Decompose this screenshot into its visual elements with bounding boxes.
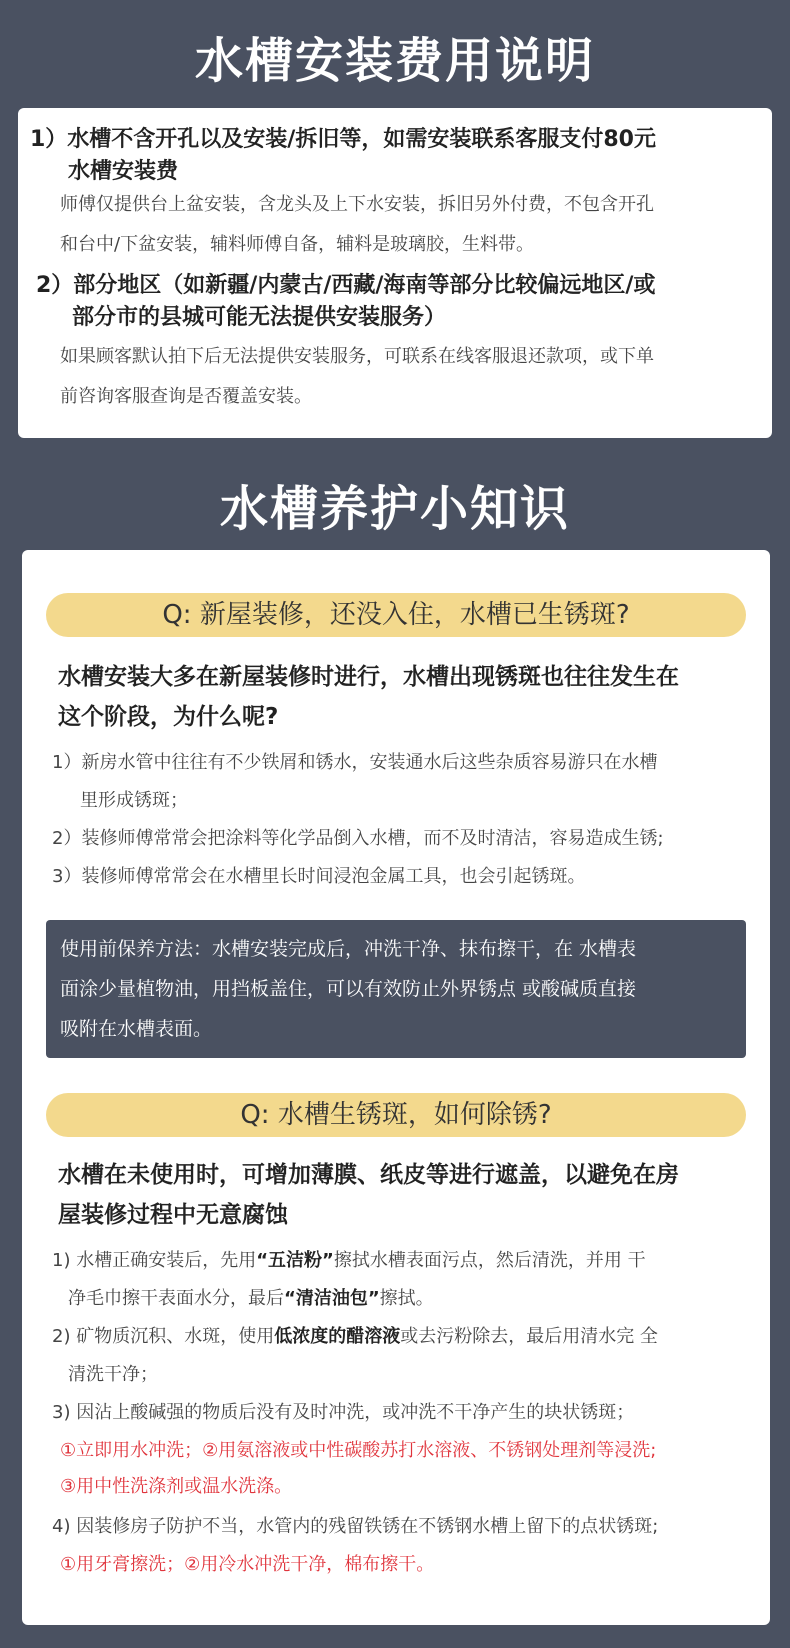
qa2-intro-line1: 水槽在未使用时，可增加薄膜、纸皮等进行遮盖，以避免在房 bbox=[58, 1162, 679, 1188]
installation-fee-title: 水槽安装费用说明 bbox=[194, 33, 595, 89]
qa1-intro-line2: 这个阶段，为什么呢? bbox=[58, 704, 279, 730]
question-rust-new-house: Q: 新屋装修，还没入住，水槽已生锈斑? bbox=[46, 593, 746, 637]
method4-fix: ①用牙膏擦洗；②用冷水冲洗干净，棉布擦干。 bbox=[60, 1554, 435, 1575]
qa1-reason1-line1: 1）新房水管中往往有不少铁屑和锈水，安装通水后这些杂质容易游只在水槽 bbox=[52, 752, 658, 773]
method2-line1 bbox=[52, 1322, 658, 1348]
tip-line2: 面涂少量植物油，用挡板盖住，可以有效防止外界锈点 或酸碱质直接 bbox=[60, 978, 637, 1000]
qa1-reason3: 3）装修师傅常常会在水槽里长时间浸泡金属工具，也会引起锈斑。 bbox=[52, 866, 586, 887]
qa1-reason2: 2）装修师傅常常会把涂料等化学品倒入水槽，而不及时清洁，容易造成生锈; bbox=[52, 828, 664, 849]
method3-fix-line2: ③用中性洗涤剂或温水洗涤。 bbox=[60, 1476, 293, 1497]
method1-product-wujiefen: “五洁粉” bbox=[256, 1250, 334, 1271]
item1-heading-line2: 水槽安装费 bbox=[68, 159, 179, 184]
question-how-to-remove-rust: Q: 水槽生锈斑，如何除锈? bbox=[46, 1093, 746, 1137]
method3: 3) 因沾上酸碱强的物质后没有及时冲洗，或冲洗不干净产生的块状锈斑； bbox=[52, 1402, 635, 1423]
tip-line1: 使用前保养方法：水槽安装完成后，冲洗干净、抹布擦干，在 水槽表 bbox=[60, 938, 637, 960]
method1-line1-text-a: 1) 水槽正确安装后，先用 bbox=[52, 1250, 257, 1271]
method2-line2: 清洗干净； bbox=[68, 1364, 158, 1385]
method1-line2-text-a: 净毛巾擦干表面水分，最后 bbox=[68, 1288, 284, 1309]
item2-heading-line1: 2）部分地区（如新疆/内蒙古/西藏/海南等部分比较偏远地区/或 bbox=[36, 273, 656, 298]
tip-line3: 吸附在水槽表面。 bbox=[60, 1018, 213, 1040]
method2-vinegar-solution: 低浓度的醋溶液 bbox=[274, 1326, 401, 1347]
item1-heading-line1: 1）水槽不含开孔以及安装/拆旧等，如需安装联系客服支付80元 bbox=[30, 127, 656, 152]
item2-body-line2: 前咨询客服查询是否覆盖安装。 bbox=[60, 386, 312, 407]
care-tips-card bbox=[22, 550, 770, 1625]
method1-line2-text-c: 擦拭。 bbox=[379, 1288, 434, 1309]
qa2-intro-line2: 屋装修过程中无意腐蚀 bbox=[58, 1202, 288, 1228]
qa1-reason1-line2: 里形成锈斑； bbox=[80, 790, 188, 811]
method1-product-oil-pack: “清洁油包” bbox=[284, 1288, 380, 1309]
method2-line1-text-c: 或去污粉除去，最后用清水完 全 bbox=[400, 1326, 658, 1347]
item2-heading-line2: 部分市的县城可能无法提供安装服务） bbox=[72, 305, 447, 330]
method1-line2 bbox=[68, 1284, 434, 1310]
installation-fee-card bbox=[18, 108, 772, 438]
method1-line1 bbox=[52, 1246, 646, 1272]
care-tips-title: 水槽养护小知识 bbox=[219, 481, 570, 537]
maintenance-tip-box bbox=[46, 920, 746, 1058]
qa1-intro-line1: 水槽安装大多在新屋装修时进行，水槽出现锈斑也往往发生在 bbox=[58, 664, 679, 690]
item1-body-line2: 和台中/下盆安装，辅料师傅自备，辅料是玻璃胶，生料带。 bbox=[60, 234, 535, 255]
method3-fix-line1: ①立即用水冲洗；②用氨溶液或中性碳酸苏打水溶液、不锈钢处理剂等浸洗; bbox=[60, 1440, 657, 1461]
method1-line1-text-c: 擦拭水槽表面污点，然后清洗，并用 干 bbox=[333, 1250, 646, 1271]
item1-body-line1: 师傅仅提供台上盆安装，含龙头及上下水安装，拆旧另外付费，不包含开孔 bbox=[60, 194, 654, 215]
method4: 4) 因装修房子防护不当，水管内的残留铁锈在不锈钢水槽上留下的点状锈斑; bbox=[52, 1516, 659, 1537]
item2-body-line1: 如果顾客默认拍下后无法提供安装服务，可联系在线客服退还款项，或下单 bbox=[60, 346, 654, 367]
method2-line1-text-a: 2) 矿物质沉积、水斑，使用 bbox=[52, 1326, 275, 1347]
